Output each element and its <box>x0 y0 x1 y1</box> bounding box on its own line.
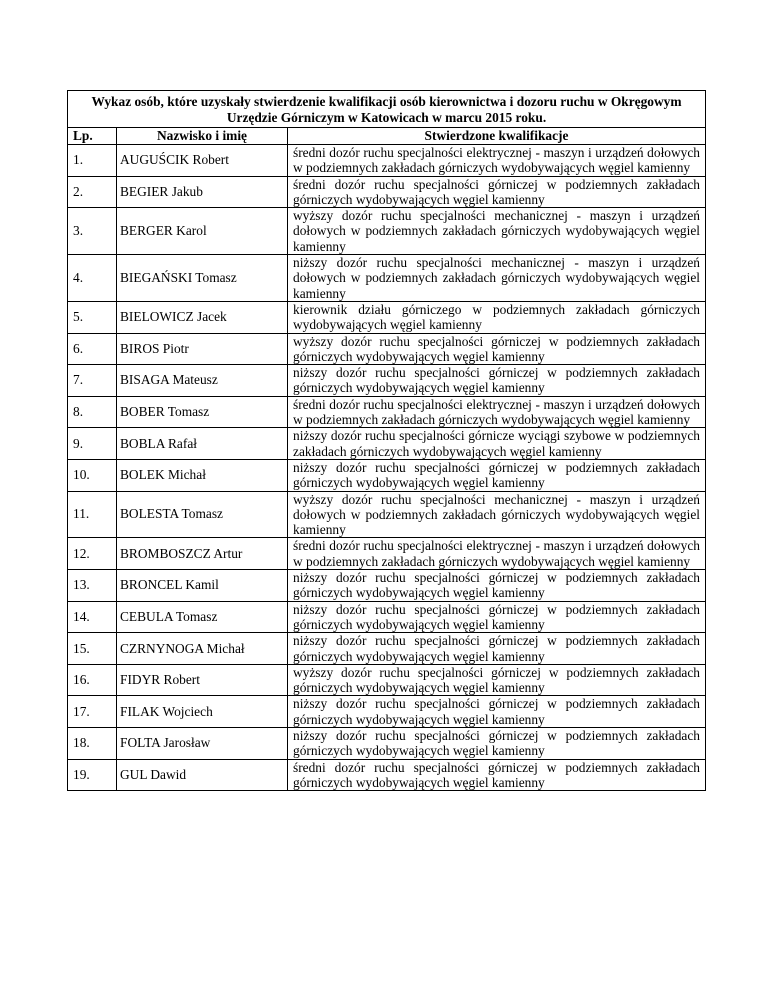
person-name: BEGIER Jakub <box>117 176 288 208</box>
table-row <box>68 208 706 255</box>
row-number: 11. <box>68 491 117 538</box>
row-number: 5. <box>68 301 117 333</box>
row-number: 16. <box>68 664 117 696</box>
row-number: 15. <box>68 633 117 665</box>
table-row <box>68 396 706 428</box>
qualification-text: niższy dozór ruchu specjalności górnicze wyciągi szybowe w podziemnych zakładach górniczych wydobywających węgiel kamienny <box>288 428 706 460</box>
person-name: BERGER Karol <box>117 208 288 255</box>
person-name: BROMBOSZCZ Artur <box>117 538 288 570</box>
person-name: BRONCEL Kamil <box>117 570 288 602</box>
table-row <box>68 759 706 791</box>
person-name: BISAGA Mateusz <box>117 365 288 397</box>
table-row <box>68 570 706 602</box>
column-header-name: Nazwisko i imię <box>117 128 288 145</box>
table-row <box>68 365 706 397</box>
table-row <box>68 333 706 365</box>
qualification-text: niższy dozór ruchu specjalności górniczej w podziemnych zakładach górniczych wydobywających węgiel kamienny <box>288 601 706 633</box>
qualification-text: wyższy dozór ruchu specjalności mechanicznej - maszyn i urządzeń dołowych w podziemnych zakładach górniczych wydobywających węgiel kamienny <box>288 208 706 255</box>
qualifications-table <box>67 90 706 791</box>
row-number: 14. <box>68 601 117 633</box>
title-row <box>68 91 706 128</box>
person-name: BIEGAŃSKI Tomasz <box>117 255 288 302</box>
qualification-text: niższy dozór ruchu specjalności górniczej w podziemnych zakładach górniczych wydobywających węgiel kamienny <box>288 727 706 759</box>
table-row <box>68 633 706 665</box>
document-title: Wykaz osób, które uzyskały stwierdzenie kwalifikacji osób kierownictwa i dozoru ruchu w Okręgowym Urzędzie Górniczym w Katowicach w marcu 2015 roku. <box>68 91 706 128</box>
row-number: 13. <box>68 570 117 602</box>
row-number: 4. <box>68 255 117 302</box>
qualification-text: niższy dozór ruchu specjalności górniczej w podziemnych zakładach górniczych wydobywających węgiel kamienny <box>288 365 706 397</box>
row-number: 19. <box>68 759 117 791</box>
person-name: BOLESTA Tomasz <box>117 491 288 538</box>
table-row <box>68 176 706 208</box>
qualification-text: średni dozór ruchu specjalności elektrycznej - maszyn i urządzeń dołowych w podziemnych zakładach górniczych wydobywających węgiel kamienny <box>288 538 706 570</box>
table-row <box>68 601 706 633</box>
table-row <box>68 301 706 333</box>
table-row <box>68 145 706 177</box>
table-row <box>68 428 706 460</box>
table-row <box>68 727 706 759</box>
person-name: GUL Dawid <box>117 759 288 791</box>
qualification-text: niższy dozór ruchu specjalności mechanicznej - maszyn i urządzeń dołowych w podziemnych zakładach górniczych wydobywających węgiel kamienny <box>288 255 706 302</box>
qualification-text: średni dozór ruchu specjalności elektrycznej - maszyn i urządzeń dołowych w podziemnych zakładach górniczych wydobywających węgiel kamienny <box>288 145 706 177</box>
row-number: 2. <box>68 176 117 208</box>
person-name: BIELOWICZ Jacek <box>117 301 288 333</box>
qualification-text: wyższy dozór ruchu specjalności górniczej w podziemnych zakładach górniczych wydobywających węgiel kamienny <box>288 664 706 696</box>
row-number: 8. <box>68 396 117 428</box>
qualification-text: kierownik działu górniczego w podziemnych zakładach górniczych wydobywających węgiel kamienny <box>288 301 706 333</box>
qualification-text: niższy dozór ruchu specjalności górniczej w podziemnych zakładach górniczych wydobywających węgiel kamienny <box>288 696 706 728</box>
header-row <box>68 128 706 145</box>
table-row <box>68 255 706 302</box>
qualification-text: średni dozór ruchu specjalności górniczej w podziemnych zakładach górniczych wydobywających węgiel kamienny <box>288 176 706 208</box>
qualification-text: niższy dozór ruchu specjalności górniczej w podziemnych zakładach górniczych wydobywających węgiel kamienny <box>288 459 706 491</box>
person-name: CEBULA Tomasz <box>117 601 288 633</box>
person-name: FOLTA Jarosław <box>117 727 288 759</box>
row-number: 10. <box>68 459 117 491</box>
person-name: CZRNYNOGA Michał <box>117 633 288 665</box>
person-name: FIDYR Robert <box>117 664 288 696</box>
person-name: BOBER Tomasz <box>117 396 288 428</box>
column-header-lp: Lp. <box>68 128 117 145</box>
table-row <box>68 538 706 570</box>
row-number: 9. <box>68 428 117 460</box>
row-number: 3. <box>68 208 117 255</box>
row-number: 7. <box>68 365 117 397</box>
person-name: AUGUŚCIK Robert <box>117 145 288 177</box>
qualification-text: średni dozór ruchu specjalności górniczej w podziemnych zakładach górniczych wydobywających węgiel kamienny <box>288 759 706 791</box>
row-number: 12. <box>68 538 117 570</box>
table-row <box>68 696 706 728</box>
person-name: BOBLA Rafał <box>117 428 288 460</box>
qualification-text: niższy dozór ruchu specjalności górniczej w podziemnych zakładach górniczych wydobywających węgiel kamienny <box>288 633 706 665</box>
qualification-text: niższy dozór ruchu specjalności górniczej w podziemnych zakładach górniczych wydobywających węgiel kamienny <box>288 570 706 602</box>
column-header-qualification: Stwierdzone kwalifikacje <box>288 128 706 145</box>
row-number: 1. <box>68 145 117 177</box>
person-name: FILAK Wojciech <box>117 696 288 728</box>
person-name: BIROS Piotr <box>117 333 288 365</box>
row-number: 18. <box>68 727 117 759</box>
person-name: BOLEK Michał <box>117 459 288 491</box>
qualification-text: wyższy dozór ruchu specjalności górniczej w podziemnych zakładach górniczych wydobywających węgiel kamienny <box>288 333 706 365</box>
table-row <box>68 459 706 491</box>
table-row <box>68 664 706 696</box>
table-row <box>68 491 706 538</box>
row-number: 17. <box>68 696 117 728</box>
qualification-text: wyższy dozór ruchu specjalności mechanicznej - maszyn i urządzeń dołowych w podziemnych zakładach górniczych wydobywających węgiel kamienny <box>288 491 706 538</box>
row-number: 6. <box>68 333 117 365</box>
qualification-text: średni dozór ruchu specjalności elektrycznej - maszyn i urządzeń dołowych w podziemnych zakładach górniczych wydobywających węgiel kamienny <box>288 396 706 428</box>
